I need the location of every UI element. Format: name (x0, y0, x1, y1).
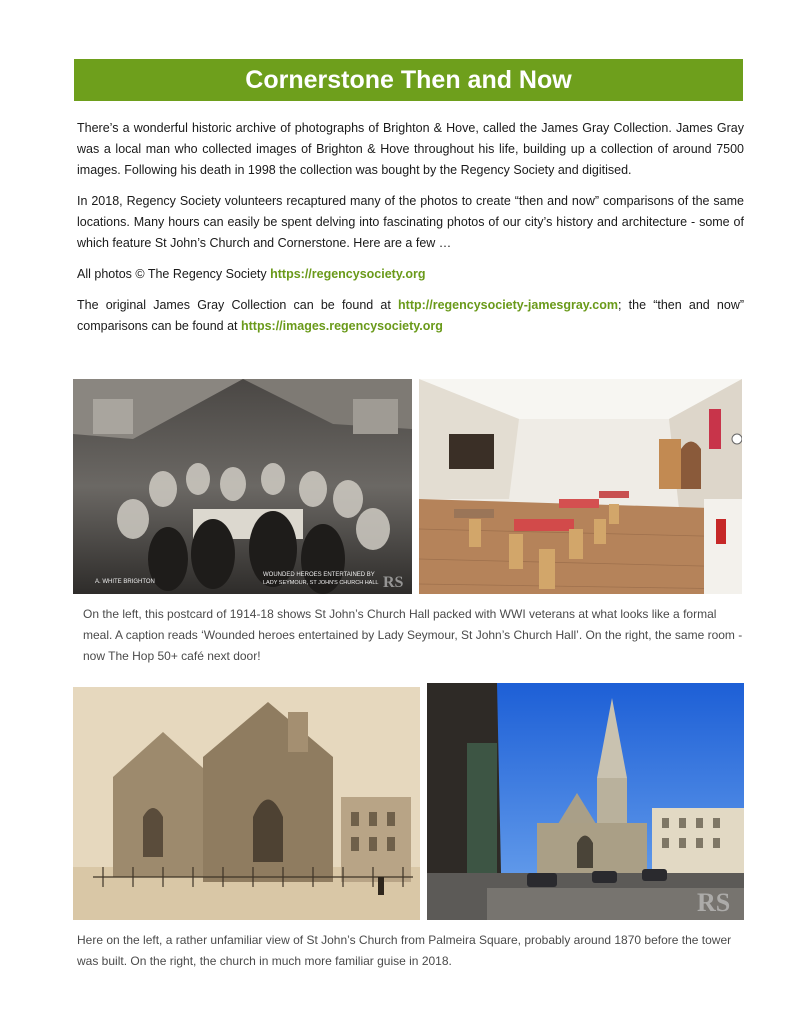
page-title: Cornerstone Then and Now (245, 65, 572, 94)
modern-cafe-photo (419, 379, 742, 594)
james-gray-link[interactable]: http://regencysociety-jamesgray.com (398, 298, 618, 312)
images-link[interactable]: https://images.regencysociety.org (241, 319, 443, 333)
postcard-maker-caption: A. WHITE BRIGHTON (95, 579, 155, 585)
regency-society-watermark-2: RS (697, 888, 731, 917)
credits-text: All photos © The Regency Society (77, 267, 271, 281)
intro-paragraph-1: There’s a wonderful historic archive of photographs of Brighton & Hove, called the James Gray Collection. James Gray was a local man who collected images of Brighton & Hove throughout his life, building up a collection of around 7500 images. Following his death in 1998 the collection was bought by the Regency Society and digitised. (77, 121, 744, 177)
regency-society-watermark: RS (383, 574, 404, 591)
intro-text (77, 118, 744, 347)
sources-text-1: The original James Gray Collection can be found at (77, 298, 399, 312)
sources-text-2: ; the “then and now” comparisons can be found at (77, 298, 745, 333)
credits-paragraph (77, 264, 744, 285)
title-banner (74, 59, 743, 101)
caption-2: Here on the left, a rather unfamiliar view of St John’s Church from Palmeira Square, probably around 1870 before the tower was built. On the right, the church in much more familiar guise in 2018. (77, 933, 732, 968)
postcard-caption-line2: LADY SEYMOUR, ST JOHN'S CHURCH HALL (263, 580, 379, 586)
postcard-caption-line1: WOUNDED HEROES ENTERTAINED BY (263, 572, 375, 578)
historic-hall-photo (73, 379, 412, 594)
church-1870-photo (73, 687, 420, 920)
sources-paragraph (77, 295, 744, 337)
caption-1: On the left, this postcard of 1914-18 shows St John’s Church Hall packed with WWI veterans at what looks like a formal meal. A caption reads ‘Wounded heroes entertained by Lady Seymour, St John’s Church Hall’. On the right, the same room - now The Hop 50+ café next door! (83, 607, 743, 663)
regency-society-link[interactable]: https://regencysociety.org (270, 267, 426, 281)
church-2018-photo (427, 683, 744, 920)
intro-paragraph-2: In 2018, Regency Society volunteers recaptured many of the photos to create “then and now” comparisons of the same locations. Many hours can easily be spent delving into fascinating photos of our city’s history and architecture - some of which feature St John’s Church and Cornerstone. Here are a few … (77, 194, 744, 250)
